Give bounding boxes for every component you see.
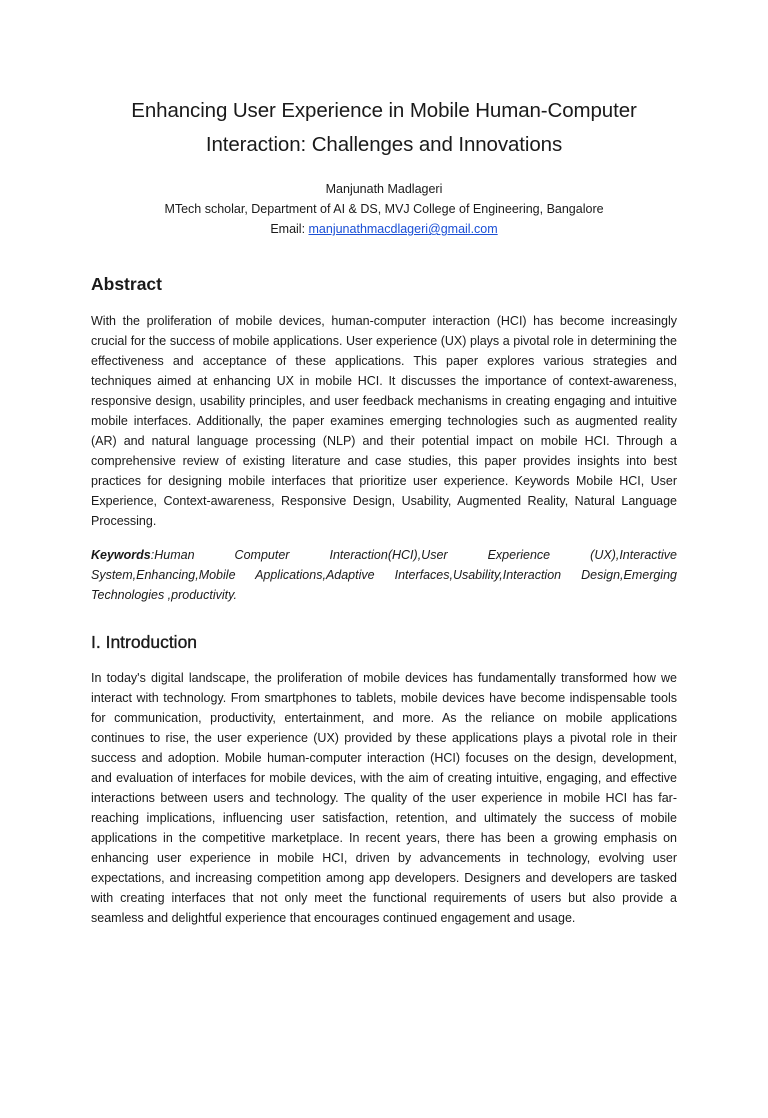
keywords-label: Keywords — [91, 548, 151, 562]
author-email-line — [91, 219, 677, 239]
keywords-paragraph — [91, 545, 677, 605]
introduction-text: In today's digital landscape, the proliferation of mobile devices has fundamentally transformed how we interact with technology. From smartphones to tablets, mobile devices have become indispensable tools for communication, productivity, entertainment, and more. As the reliance on mobile applications continues to rise, the user experience (UX) provided by these applications plays a pivotal role in their success and adoption. Mobile human-computer interaction (HCI) focuses on the design, development, and evaluation of interfaces for mobile devices, with the aim of creating intuitive, engaging, and effective interactions between users and technology. The quality of the user experience in mobile HCI has far-reaching implications, influencing user satisfaction, retention, and ultimately the success of mobile applications in the competitive marketplace. In recent years, there has been a growing emphasis on enhancing user experience in mobile HCI, driven by advancements in technology, evolving user expectations, and increasing competition among app developers. Designers and developers are tasked with creating interfaces that not only meet the functional requirements of users but also provide a seamless and delightful experience that encourages continued engagement and usage. — [91, 671, 677, 925]
email-link[interactable]: manjunathmacdlageri@gmail.com — [308, 222, 498, 236]
email-label: Email: — [270, 222, 309, 236]
paper-page — [0, 94, 768, 1118]
introduction-heading: I. Introduction — [91, 632, 198, 652]
paper-title — [91, 94, 677, 162]
abstract-text: With the proliferation of mobile devices, human-computer interaction (HCI) has become increasingly crucial for the success of mobile applications. User experience (UX) plays a pivotal role in determining the effectiveness and acceptance of these applications. This paper explores various strategies and techniques aimed at enhancing UX in mobile HCI. It discusses the importance of context-awareness, responsive design, usability principles, and user feedback mechanisms in creating engaging and intuitive mobile interfaces. Additionally, the paper examines emerging technologies such as augmented reality (AR) and natural language processing (NLP) and their potential impact on mobile HCI. Through a comprehensive review of existing literature and case studies, this paper provides insights into best practices for designing mobile interfaces that prioritize user experience. Keywords Mobile HCI, User Experience, Context-awareness, Responsive Design, Usability, Augmented Reality, Natural Language Processing. — [91, 314, 677, 528]
author-name: Manjunath Madlageri — [325, 182, 443, 196]
paper-title-line-2: Interaction: Challenges and Innovations — [205, 133, 563, 156]
keywords-text: :Human Computer Interaction(HCI),User Experience (UX),Interactive System,Enhancing,Mobile Applications,Adaptive Interfaces,Usability,Interaction Design,Emerging Technologies ,productivity. — [91, 548, 677, 602]
abstract-heading: Abstract — [91, 274, 162, 294]
author-affiliation: MTech scholar, Department of AI & DS, MVJ College of Engineering, Bangalore — [164, 202, 604, 216]
author-block — [91, 179, 677, 239]
paper-title-line-1: Enhancing User Experience in Mobile Human-Computer — [131, 99, 637, 122]
